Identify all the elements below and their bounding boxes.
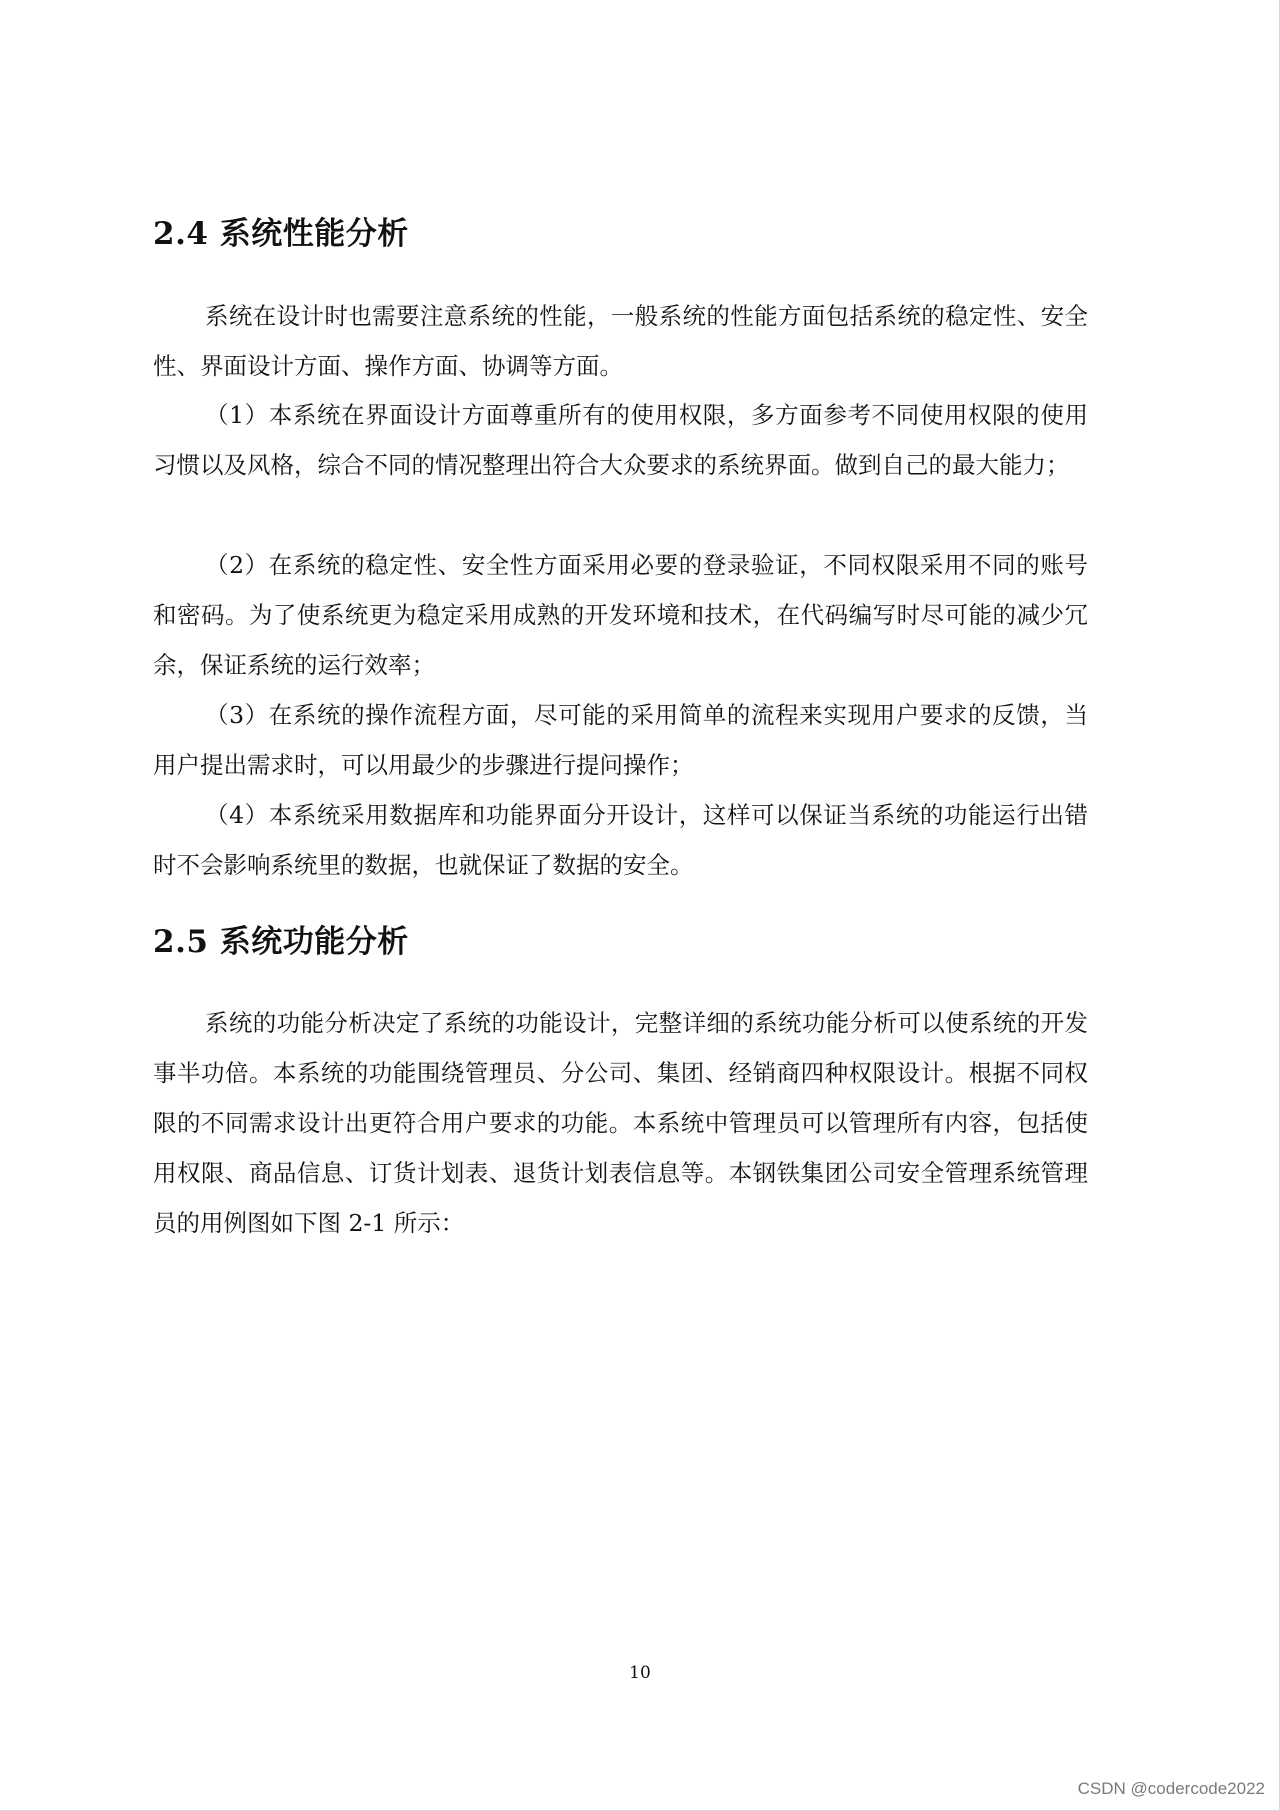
page-number: 10 [629, 1663, 651, 1683]
paragraph-performance-item-3: （3）在系统的操作流程方面，尽可能的采用简单的流程来实现用户要求的反馈，当用户提出需求时，可以用最少的步骤进行提问操作； [153, 701, 1088, 779]
source-watermark: CSDN @codercode2022 [1077, 1779, 1265, 1798]
section-heading-2-5: 2.5 系统功能分析 [153, 924, 409, 960]
paragraph-performance-intro: 系统在设计时也需要注意系统的性能，一般系统的性能方面包括系统的稳定性、安全性、界面设计方面、操作方面、协调等方面。 [153, 302, 1088, 380]
paragraph-performance-item-1: （1）本系统在界面设计方面尊重所有的使用权限，多方面参考不同使用权限的使用习惯以及风格，综合不同的情况整理出符合大众要求的系统界面。做到自己的最大能力； [153, 401, 1088, 479]
paragraph-performance-item-4: （4）本系统采用数据库和功能界面分开设计，这样可以保证当系统的功能运行出错时不会影响系统里的数据，也就保证了数据的安全。 [153, 801, 1088, 879]
section-heading-2-4: 2.4 系统性能分析 [153, 216, 409, 252]
paragraph-function-analysis: 系统的功能分析决定了系统的功能设计，完整详细的系统功能分析可以使系统的开发事半功倍。本系统的功能围绕管理员、分公司、集团、经销商四种权限设计。根据不同权限的不同需求设计出更符合用户要求的功能。本系统中管理员可以管理所有内容，包括使用权限、商品信息、订货计划表、退货计划表信息等。本钢铁集团公司安全管理系统管理员的用例图如下图 2-1 所示： [153, 1009, 1088, 1237]
paragraph-performance-item-2: （2）在系统的稳定性、安全性方面采用必要的登录验证，不同权限采用不同的账号和密码。为了使系统更为稳定采用成熟的开发环境和技术，在代码编写时尽可能的减少冗余，保证系统的运行效率； [153, 551, 1088, 679]
